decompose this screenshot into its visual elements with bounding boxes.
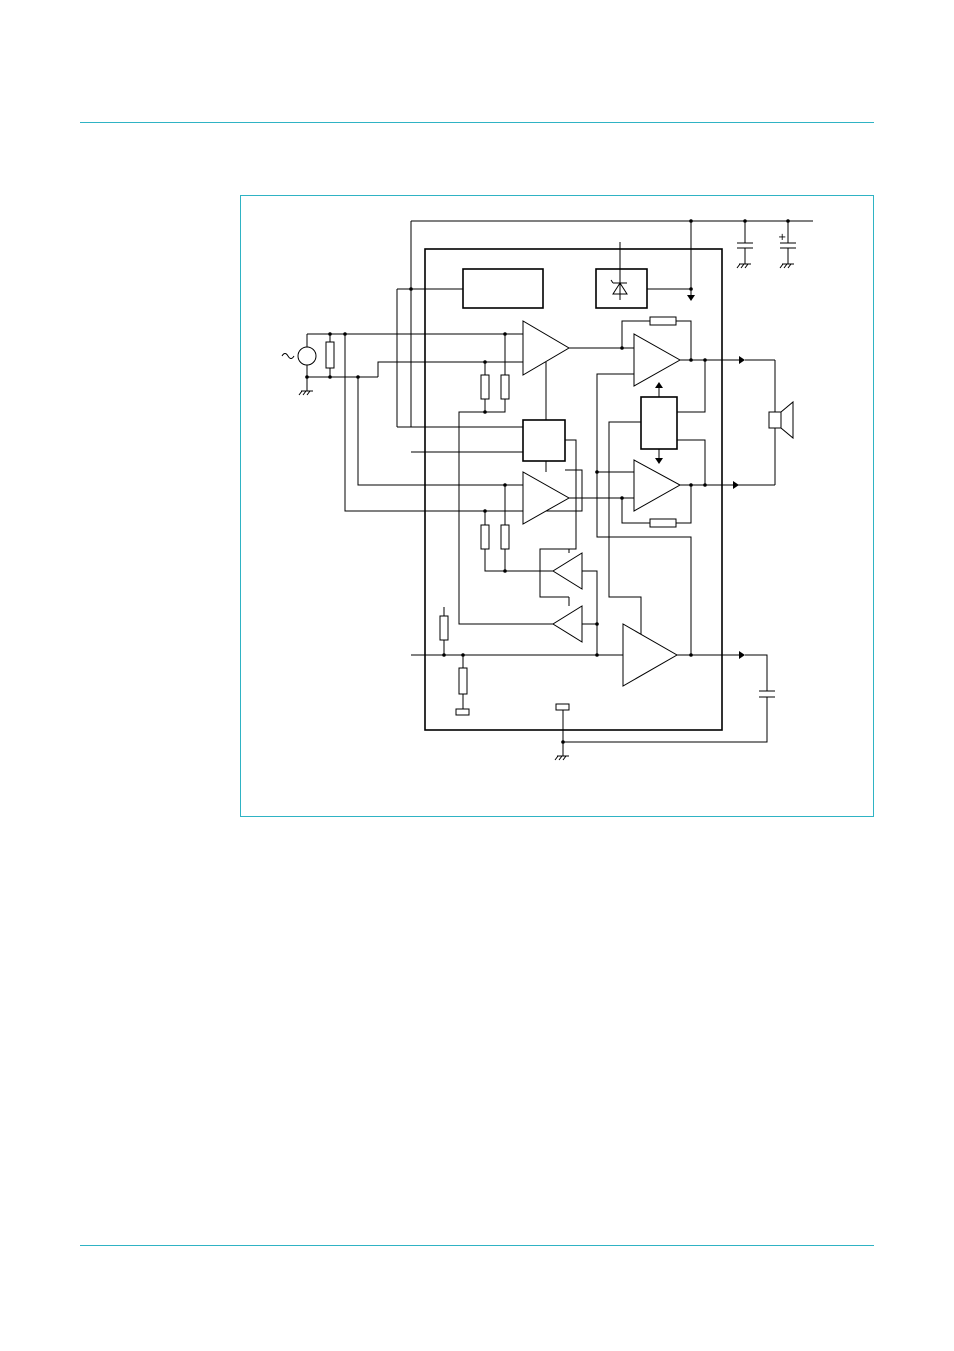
junction-dot-icon	[328, 332, 332, 336]
junction-dot-icon	[305, 375, 309, 379]
capacitor-icon	[737, 219, 753, 262]
input-to-amp2-plus	[358, 377, 523, 485]
ground-icon	[737, 262, 751, 268]
reference-block	[463, 269, 543, 308]
junction-dot-icon	[503, 332, 507, 336]
junction-dot-icon	[689, 358, 693, 362]
junction-dot-icon	[620, 496, 624, 500]
pin-pad	[556, 704, 569, 710]
junction-dot-icon	[689, 287, 693, 291]
arrow-icon	[655, 458, 663, 464]
feedback-path-wire	[459, 412, 553, 624]
amplifier-icon	[634, 460, 680, 511]
junction-dot-icon	[561, 740, 565, 744]
capacitor-polarity-label: +	[778, 232, 787, 243]
ground-icon	[555, 756, 569, 760]
junction-dot-icon	[595, 622, 599, 626]
zener-diode-icon	[611, 242, 627, 300]
resistor-icon	[501, 375, 509, 399]
resistor-icon	[650, 519, 676, 527]
resistor-icon	[481, 375, 489, 399]
arrow-icon	[733, 481, 739, 489]
amplifier-icon	[634, 334, 680, 386]
junction-dot-icon	[328, 375, 332, 379]
junction-dot-icon	[689, 219, 693, 223]
junction-dot-icon	[689, 483, 693, 487]
junction-dot-icon	[483, 360, 487, 364]
amp2-to-output-amp	[597, 498, 691, 655]
voltage-regulator-block	[596, 269, 647, 308]
ac-source-icon	[282, 334, 316, 391]
ground-return-wire	[563, 697, 767, 742]
junction-dot-icon	[620, 346, 624, 350]
amplifier-icon	[523, 472, 569, 524]
control-block	[523, 420, 565, 461]
junction-dot-icon	[595, 653, 599, 657]
arrow-icon	[739, 356, 745, 364]
amplifier-icon	[623, 624, 677, 686]
protection-block	[641, 397, 677, 449]
junction-dot-icon	[503, 483, 507, 487]
amplifier-icon	[553, 606, 582, 642]
resistor-icon	[326, 342, 334, 368]
amplifier-icon	[553, 553, 582, 589]
resistor-icon	[440, 616, 448, 640]
resistor-icon	[650, 317, 676, 325]
resistor-icon	[501, 525, 509, 549]
junction-dot-icon	[483, 509, 487, 513]
junction-dot-icon	[689, 653, 693, 657]
loudspeaker-icon	[769, 402, 793, 438]
resistor-icon	[459, 668, 467, 694]
ground-icon	[299, 391, 313, 395]
capacitor-icon	[759, 691, 775, 697]
arrow-icon	[739, 651, 745, 659]
junction-dot-icon	[503, 569, 507, 573]
pin-pad	[456, 709, 469, 715]
protection-sense-wire	[609, 422, 641, 640]
ground-icon	[780, 262, 794, 268]
footer-rule	[80, 1245, 874, 1246]
amp-cross-wire	[597, 374, 634, 498]
arrow-icon	[655, 382, 663, 388]
arrow-icon	[687, 295, 695, 301]
junction-dot-icon	[409, 287, 413, 291]
junction-dot-icon	[703, 483, 707, 487]
resistor-icon	[481, 525, 489, 549]
